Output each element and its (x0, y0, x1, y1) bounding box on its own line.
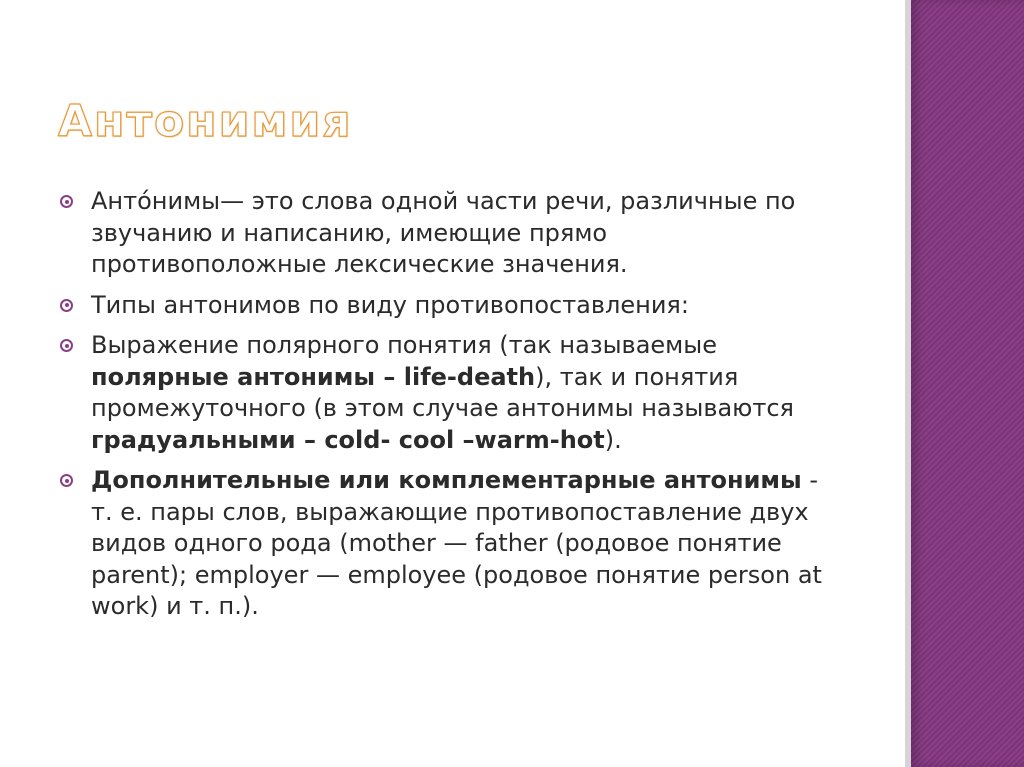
bullet-text: ). (604, 425, 622, 454)
bullet-bold-text: градуальными – cold- cool –warm-hot (91, 425, 605, 454)
slide-title: Антонимия (58, 96, 353, 147)
bullet-text: Анто́нимы— это слова одной части речи, различные по звучанию и написанию, имеющие прямо противоположные лексические значения. (91, 187, 796, 278)
bullet-text: Типы антонимов по виду противопоставления: (91, 290, 689, 319)
bullet-item-definition (60, 186, 840, 281)
bullet-item-types (60, 290, 840, 322)
circle-dot-icon (60, 299, 73, 312)
circle-dot-icon (60, 474, 73, 487)
bullet-list (60, 186, 840, 632)
circle-dot-icon (60, 339, 73, 352)
decorative-side-band (911, 0, 1024, 767)
bullet-item-complementary (60, 465, 840, 623)
bullet-text: ), так и понятия промежуточного (в этом случае антонимы называются (91, 362, 794, 422)
bullet-text: - т. е. пары слов, выражающие противопоставление двух видов одного рода (mother — father (родовое понятие parent); employer — employee (родовое понятие person at work) и т. п.). (91, 466, 822, 620)
bullet-item-polar (60, 330, 840, 456)
circle-dot-icon (60, 195, 73, 208)
bullet-bold-text: полярные антонимы – life-death (91, 362, 536, 391)
bullet-bold-text: Дополнительные или комплементарные антонимы (91, 466, 802, 494)
bullet-text: Выражение полярного понятия (так называемые (91, 331, 717, 359)
